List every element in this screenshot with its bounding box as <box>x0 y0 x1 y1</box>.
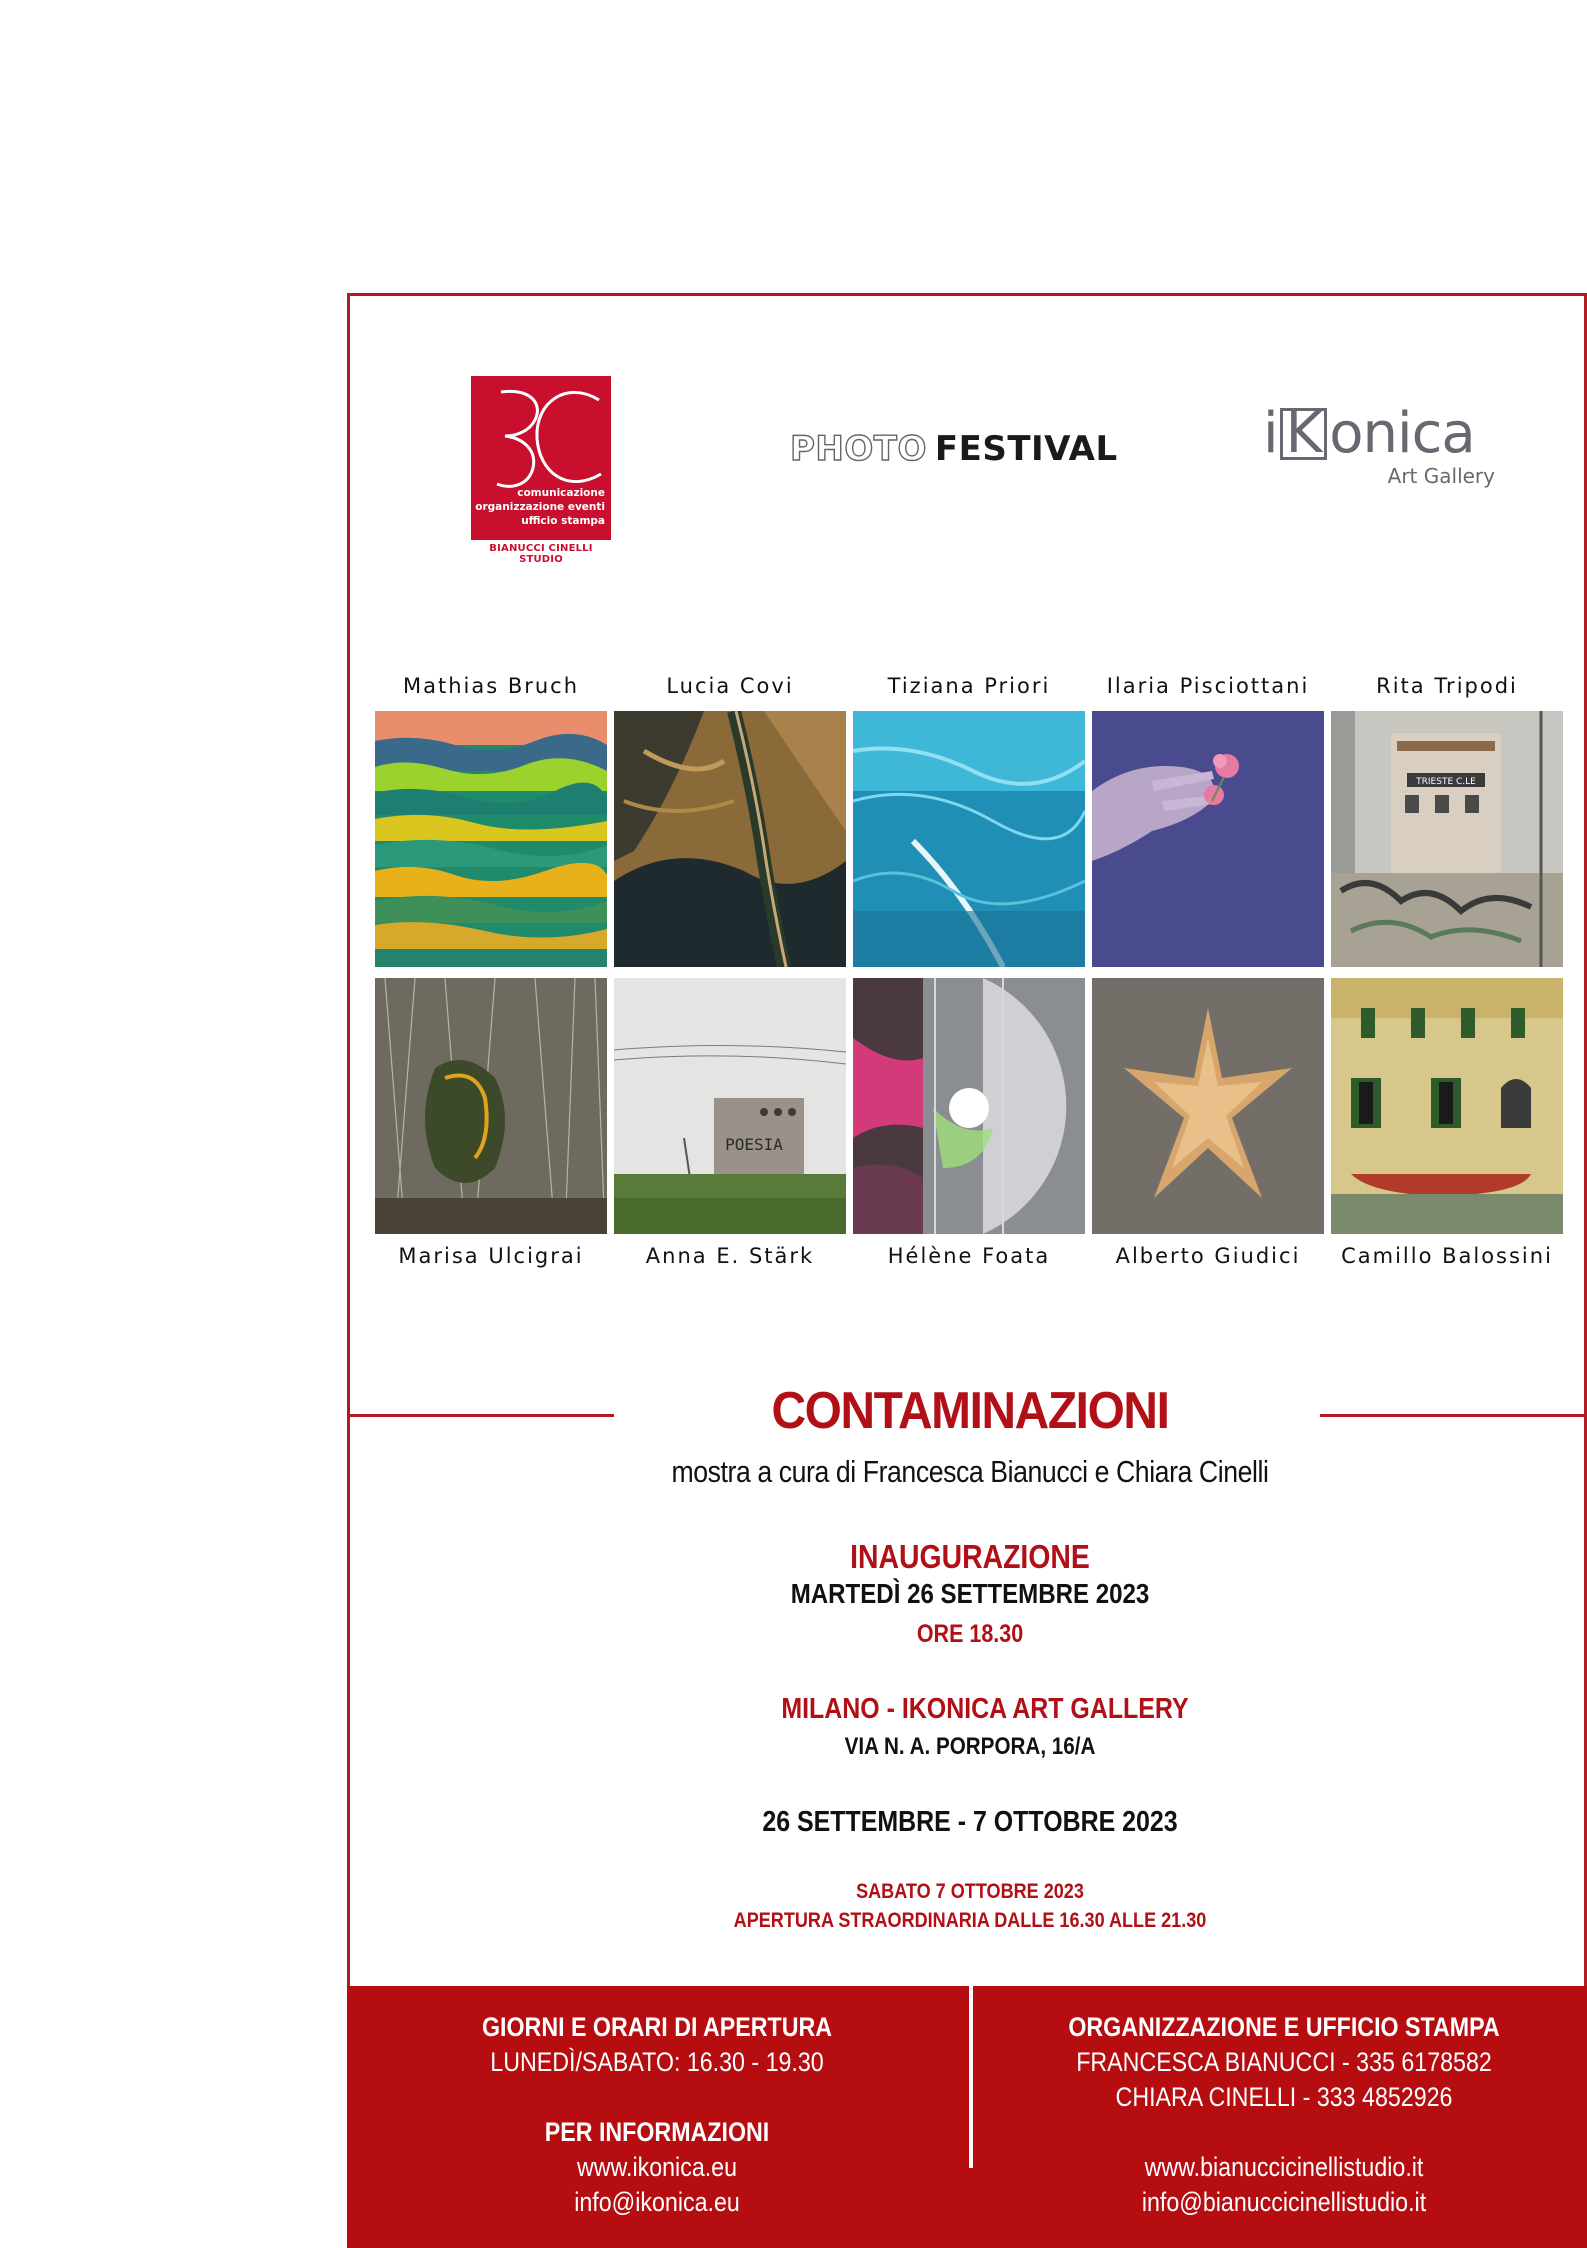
gallery-email-link[interactable]: info@ikonica.eu <box>574 2187 740 2217</box>
building-sign-text: POESIA <box>725 1135 783 1154</box>
poster <box>347 293 1587 2245</box>
photo-marisa-ulcigrai <box>375 978 607 1234</box>
photo-lucia-covi <box>614 711 846 967</box>
artist-name-alberto-giudici: Alberto Giudici <box>1115 1244 1301 1268</box>
studio-website-link[interactable]: www.bianuccicinellistudio.it <box>1144 2152 1424 2182</box>
photo-alberto-giudici <box>1092 978 1324 1234</box>
exhibition-dates: 26 SETTEMBRE - 7 OTTOBRE 2023 <box>762 1806 1178 1838</box>
press-office-heading: ORGANIZZAZIONE E UFFICIO STAMPA <box>1068 2012 1500 2042</box>
opening-label: INAUGURAZIONE <box>850 1538 1090 1575</box>
artist-name-marisa-ulcigrai: Marisa Ulcigrai <box>398 1244 584 1268</box>
artist-name-rita-tripodi: Rita Tripodi <box>1376 674 1518 698</box>
footer-band <box>347 1986 1587 2248</box>
press-contact-1: FRANCESCA BIANUCCI - 335 6178582 <box>1076 2047 1492 2077</box>
venue-name: MILANO - IKONICA ART GALLERY <box>781 1693 1189 1725</box>
studio-email-link[interactable]: info@bianuccicinellistudio.it <box>1141 2187 1427 2217</box>
photo-festival-logo <box>790 429 1118 469</box>
venue-address: VIA N. A. PORPORA, 16/A <box>844 1733 1096 1760</box>
photo-tiziana-priori <box>853 711 1085 967</box>
gallery-website-link[interactable]: www.ikonica.eu <box>576 2152 738 2182</box>
ikonica-logo <box>1263 401 1503 488</box>
bianucci-cinelli-logo <box>471 376 611 565</box>
photo-anna-stark <box>614 978 846 1234</box>
opening-date: MARTEDÌ 26 SETTEMBRE 2023 <box>790 1578 1150 1609</box>
ikonica-wordmark: i K onica <box>1263 401 1475 466</box>
bc-logo-studio-name: BIANUCCI CINELLI STUDIO <box>489 543 593 565</box>
info-heading: PER INFORMAZIONI <box>544 2117 770 2147</box>
photo-festival-festival-text: FESTIVAL <box>934 429 1118 469</box>
photo-festival-photo-text: PHOTO <box>790 429 927 469</box>
artist-name-lucia-covi: Lucia Covi <box>666 674 794 698</box>
footer-divider <box>969 1986 973 2168</box>
exhibition-title: CONTAMINAZIONI <box>771 1382 1169 1440</box>
artist-name-anna-stark: Anna E. Stärk <box>645 1244 815 1268</box>
photo-helene-foata <box>853 978 1085 1234</box>
special-opening-day: SABATO 7 OTTOBRE 2023 <box>856 1880 1084 1903</box>
opening-hours-heading: GIORNI E ORARI DI APERTURA <box>481 2012 833 2042</box>
opening-hours-block <box>387 2010 927 2220</box>
opening-hours-value: LUNEDÌ/SABATO: 16.30 - 19.30 <box>490 2047 824 2077</box>
photo-rita-tripodi <box>1331 711 1563 967</box>
opening-time: ORE 18.30 <box>916 1620 1024 1648</box>
photo-camillo-balossini <box>1331 978 1563 1234</box>
station-sign-text: TRIESTE C.LE <box>1416 777 1476 787</box>
press-contact-2: CHIARA CINELLI - 333 4852926 <box>1115 2082 1453 2112</box>
exhibition-subtitle: mostra a cura di Francesca Bianucci e Chiara Cinelli <box>671 1454 1269 1489</box>
bc-logo-mark <box>471 376 611 540</box>
artist-name-ilaria-pisciottani: Ilaria Pisciottani <box>1106 674 1310 698</box>
bc-logo-tagline: comunicazione organizzazione eventi ufficio stampa <box>475 487 605 527</box>
artist-name-camillo-balossini: Camillo Balossini <box>1341 1244 1553 1268</box>
artist-name-helene-foata: Hélène Foata <box>887 1244 1051 1268</box>
artist-name-mathias-bruch: Mathias Bruch <box>402 674 580 698</box>
photo-mathias-bruch <box>375 711 607 967</box>
ikonica-subtitle: Art Gallery <box>1387 464 1495 488</box>
special-opening-hours: APERTURA STRAORDINARIA DALLE 16.30 ALLE 21.30 <box>733 1909 1207 1932</box>
artist-name-tiziana-priori: Tiziana Priori <box>887 674 1051 698</box>
press-office-block <box>1014 2010 1554 2220</box>
photo-ilaria-pisciottani <box>1092 711 1324 967</box>
